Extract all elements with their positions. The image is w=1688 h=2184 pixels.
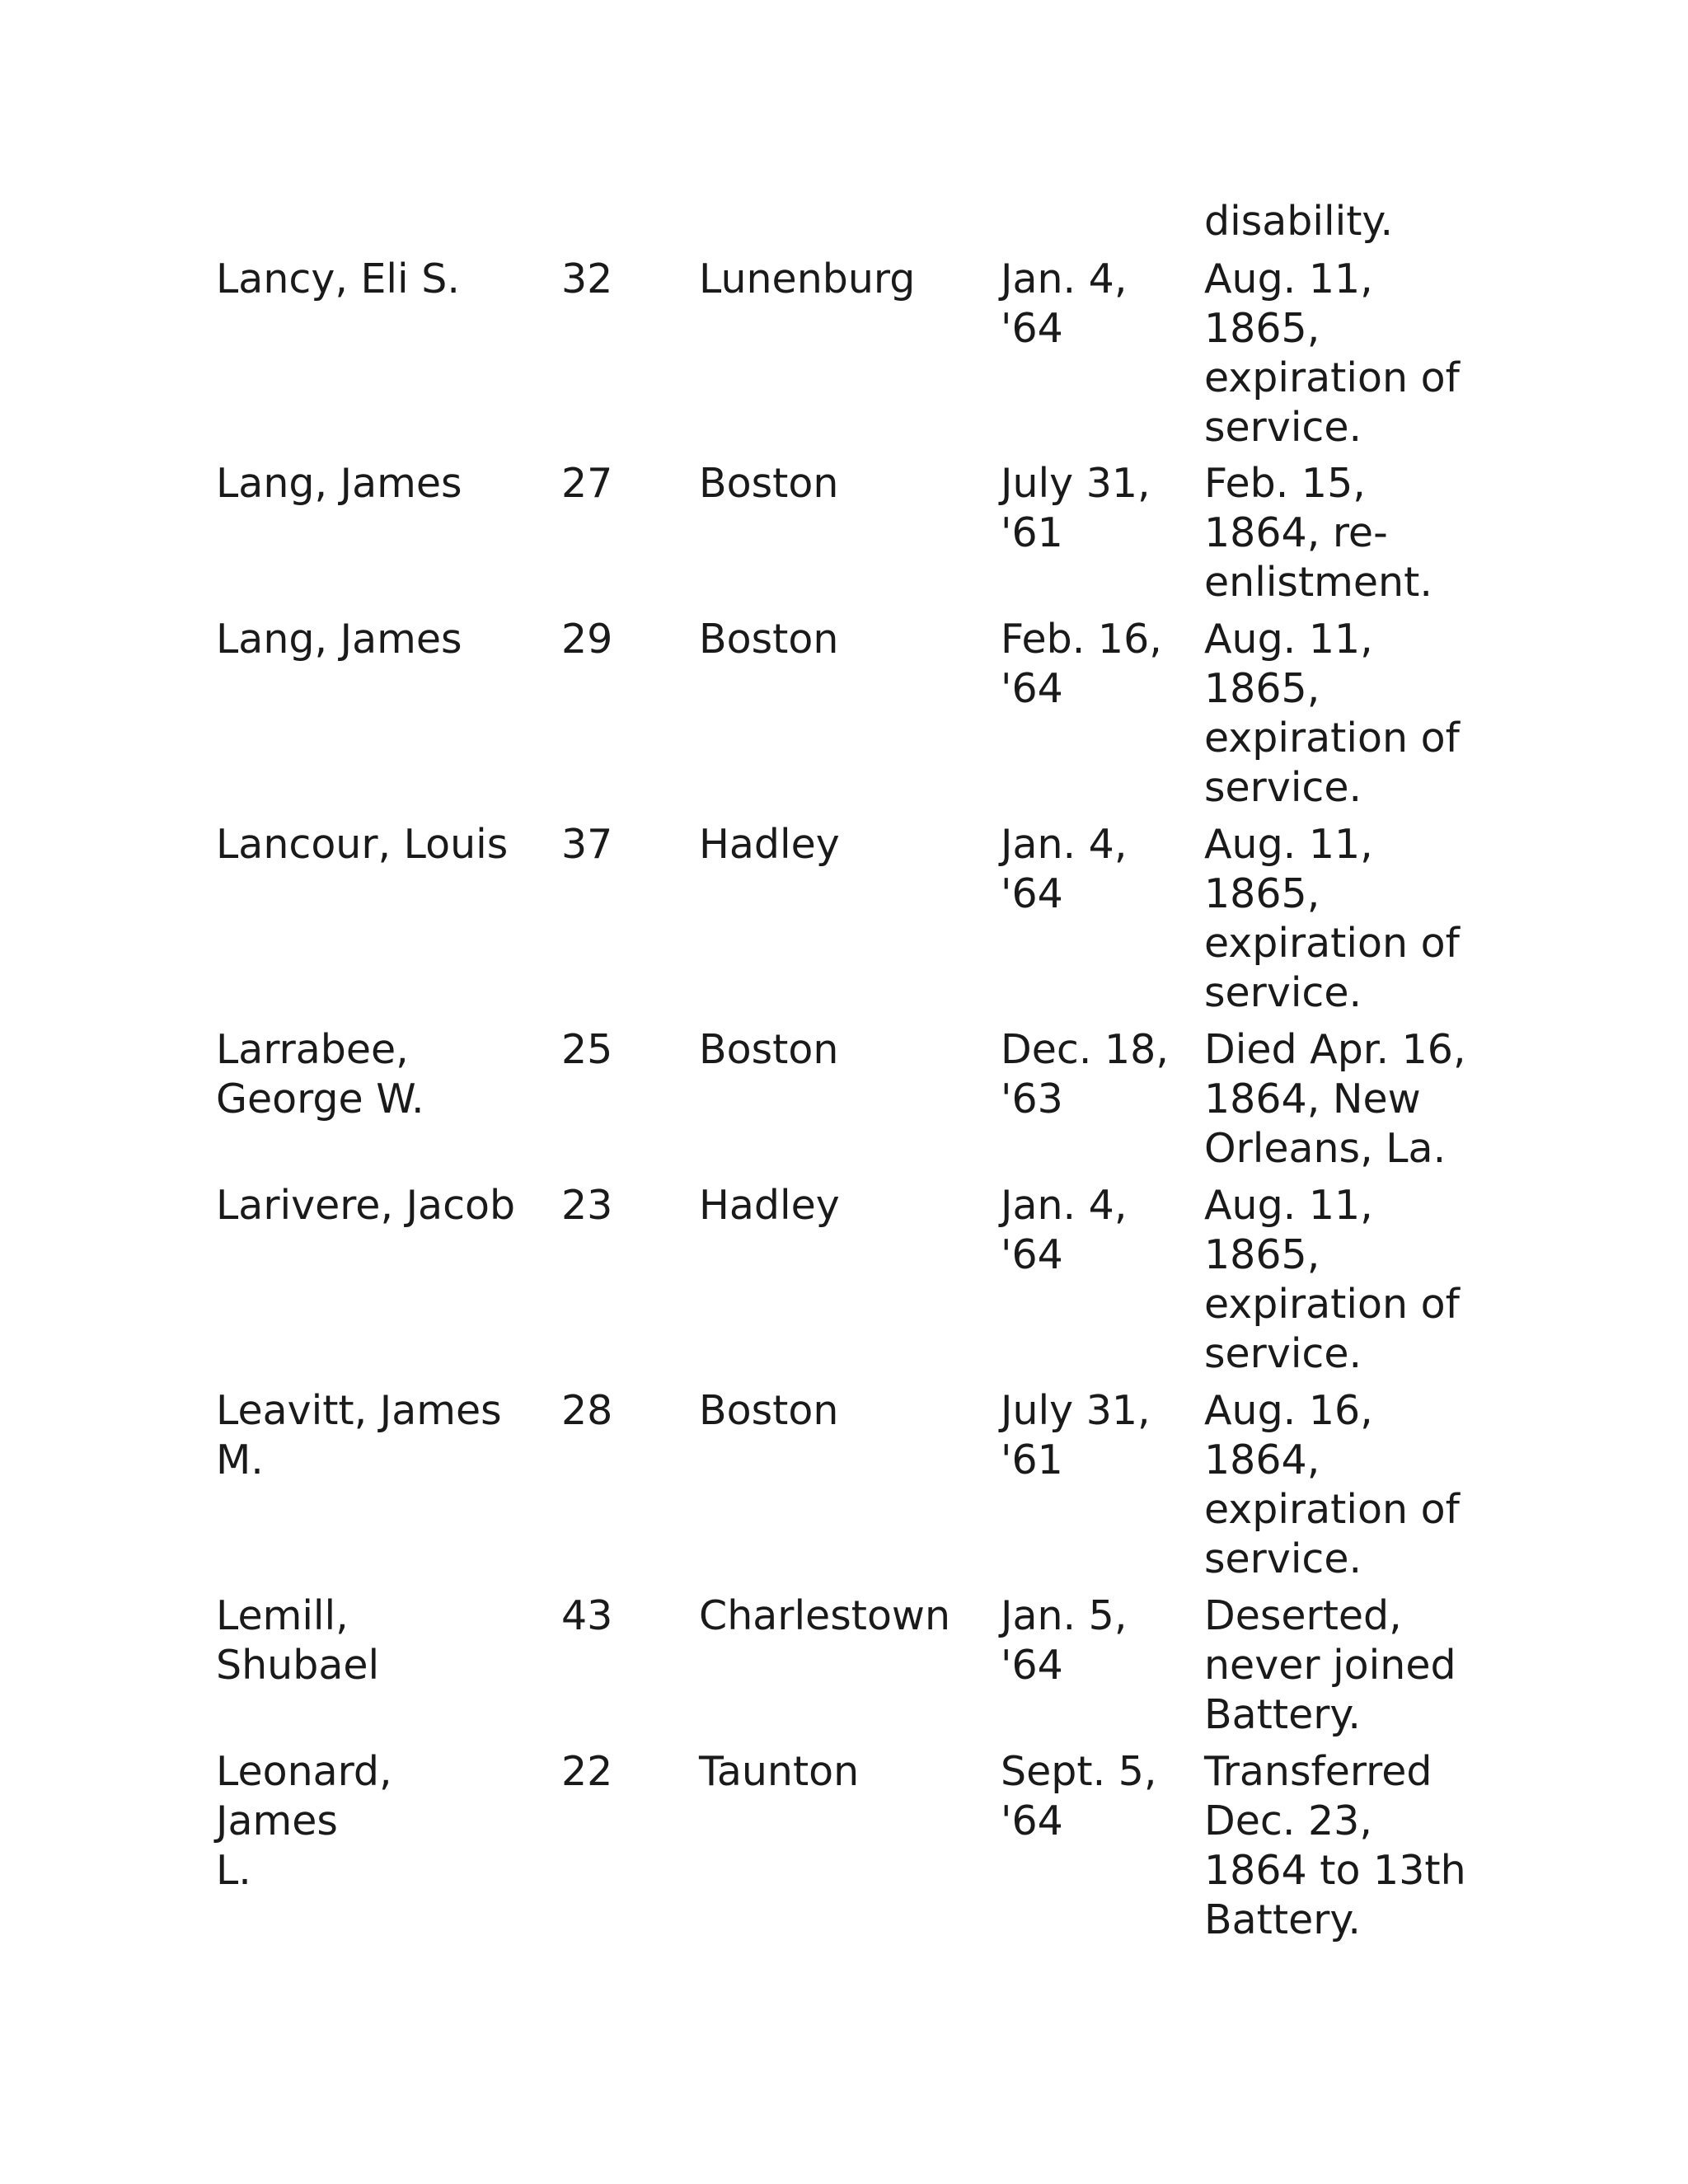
discharge-note: Transferred Dec. 23, 1864 to 13th Battery. (1204, 1748, 1466, 1943)
soldier-name: Lancour, Louis (216, 821, 509, 868)
soldier-residence: Boston (699, 460, 839, 507)
discharge-note: Died Apr. 16, 1864, New Orleans, La. (1204, 1026, 1466, 1172)
discharge-note: Feb. 15, 1864, re- enlistment. (1204, 460, 1432, 606)
soldier-age: 28 (561, 1387, 613, 1434)
soldier-residence: Boston (699, 1387, 839, 1434)
soldier-name: Leonard, James L. (216, 1748, 392, 1894)
soldier-age: 22 (561, 1748, 613, 1795)
muster-date: Jan. 5, '64 (1001, 1592, 1128, 1689)
soldier-residence: Lunenburg (699, 255, 916, 302)
discharge-note: Aug. 16, 1864, expiration of service. (1204, 1387, 1460, 1582)
continued-result-text: disability. (1204, 198, 1394, 245)
muster-date: Sept. 5, '64 (1001, 1748, 1157, 1844)
soldier-name: Lang, James (216, 460, 462, 507)
discharge-note: Aug. 11, 1865, expiration of service. (1204, 1182, 1460, 1377)
discharge-note: Aug. 11, 1865, expiration of service. (1204, 821, 1460, 1016)
muster-date: Dec. 18, '63 (1001, 1026, 1169, 1122)
discharge-note: Aug. 11, 1865, expiration of service. (1204, 616, 1460, 811)
soldier-age: 25 (561, 1026, 613, 1073)
muster-date: July 31, '61 (1001, 1387, 1151, 1483)
soldier-residence: Charlestown (699, 1592, 951, 1639)
soldier-name: Lang, James (216, 616, 462, 663)
soldier-name: Lemill, Shubael (216, 1592, 380, 1689)
soldier-residence: Boston (699, 1026, 839, 1073)
discharge-note: Deserted, never joined Battery. (1204, 1592, 1456, 1738)
soldier-residence: Hadley (699, 1182, 840, 1229)
soldier-age: 37 (561, 821, 613, 868)
soldier-name: Larrabee, George W. (216, 1026, 424, 1122)
soldier-age: 29 (561, 616, 613, 663)
soldier-age: 43 (561, 1592, 613, 1639)
muster-date: Jan. 4, '64 (1001, 1182, 1128, 1278)
muster-date: Feb. 16, '64 (1001, 616, 1162, 712)
soldier-residence: Hadley (699, 821, 840, 868)
soldier-name: Larivere, Jacob (216, 1182, 516, 1229)
soldier-age: 27 (561, 460, 613, 507)
soldier-age: 23 (561, 1182, 613, 1229)
muster-date: Jan. 4, '64 (1001, 255, 1128, 352)
soldier-residence: Boston (699, 616, 839, 663)
soldier-residence: Taunton (699, 1748, 860, 1795)
soldier-name: Leavitt, James M. (216, 1387, 502, 1483)
discharge-note: Aug. 11, 1865, expiration of service. (1204, 255, 1460, 451)
muster-date: Jan. 4, '64 (1001, 821, 1128, 917)
soldier-name: Lancy, Eli S. (216, 255, 460, 302)
muster-date: July 31, '61 (1001, 460, 1151, 556)
soldier-age: 32 (561, 255, 613, 302)
